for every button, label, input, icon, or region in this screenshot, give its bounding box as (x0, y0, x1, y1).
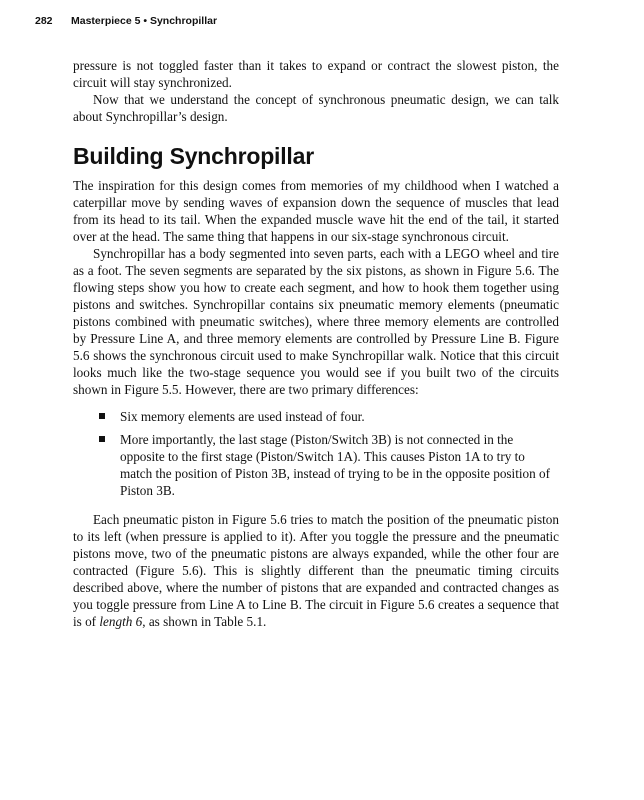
page-number: 282 (35, 15, 53, 27)
running-header (35, 15, 217, 27)
body-text (73, 57, 559, 630)
square-bullet-icon (99, 436, 105, 442)
list-item-text: More importantly, the last stage (Piston/Switch 3B) is not connected in the opposite to the first stage (Piston/Switch 1A). This causes Piston 1A to try to match the position of Piston 3B, instead of trying to be in the opposite position of Piston 3B. (120, 432, 551, 498)
paragraph-design: Synchropillar has a body segmented into seven parts, each with a LEGO wheel and tire as a foot. The seven segments are separated by the six pistons, as shown in Figure 5.6. The flowing steps show you how to create each segment, and how to hook them together using pistons and switches. Synchropillar contains six pneumatic memory elements (pneumatic pistons combined with pneumatic switches), where three memory elements are controlled by Pressure Line A, and three memory elements are controlled by Pressure Line B. Figure 5.6 shows the synchronous circuit used to make Synchropillar walk. Notice that this circuit looks much like the two-stage sequence you would see if you built two of the circuits shown in Figure 5.5. However, there are two primary differences: (73, 246, 559, 397)
chapter-title: Masterpiece 5 • Synchropillar (71, 15, 218, 27)
paragraph-intro: Now that we understand the concept of synchronous pneumatic design, we can talk about Synchropillar’s design. (73, 92, 559, 124)
differences-list (73, 408, 559, 499)
paragraph-sequence (73, 511, 559, 630)
paragraph-continued: pressure is not toggled faster than it takes to expand or contract the slowest piston, the circuit will stay synchronized. (73, 58, 559, 90)
list-item (73, 408, 559, 425)
list-item (73, 431, 559, 499)
paragraph-sequence-text: Each pneumatic piston in Figure 5.6 tries to match the position of the pneumatic piston to its left (when pressure is applied to it). After you toggle the pressure and the pneumatic pistons move, two of the pneumatic pistons are always expanded, while the other four are contracted (Figure 5.6). This is slightly different than the pneumatic timing circuits described above, where the number of pistons that are expanded and contracted changes as you toggle pressure from Line A to Line B. The circuit in Figure 5.6 creates a sequence that is of (73, 512, 559, 629)
paragraph-sequence-end: , as shown in Table 5.1. (142, 614, 267, 629)
square-bullet-icon (99, 413, 105, 419)
paragraph-inspiration: The inspiration for this design comes from memories of my childhood when I watched a caterpillar move by sending waves of expansion down the sequence of muscles that lead from its head to its tail. When the expanded muscle wave hit the end of the tail, it started over at the head. The same thing that happens in our six-stage synchronous circuit. (73, 178, 559, 244)
list-item-text: Six memory elements are used instead of four. (120, 409, 365, 424)
section-heading: Building Synchropillar (73, 143, 314, 169)
italic-term: length 6 (99, 614, 143, 629)
